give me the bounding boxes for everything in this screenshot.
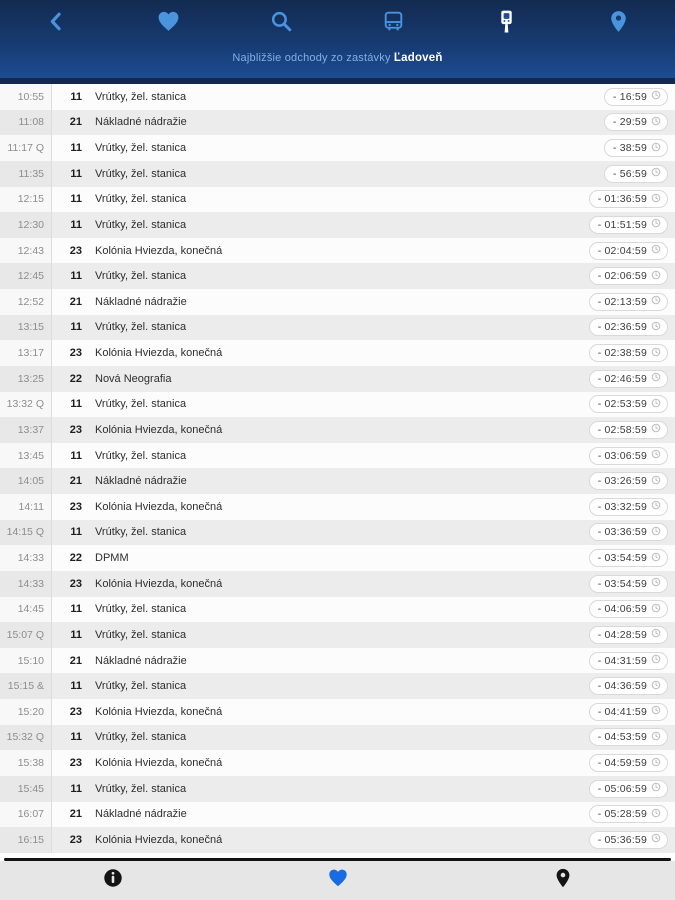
table-row[interactable] (0, 725, 675, 751)
line-number: 23 (69, 757, 82, 770)
chevron-left-icon (44, 9, 69, 39)
countdown-value: - 03:54:59 (597, 577, 647, 590)
countdown-value: - 04:59:59 (597, 757, 647, 770)
subtitle-prefix: Najbližšie odchody zo zastávky (232, 52, 394, 64)
clock-icon (651, 244, 661, 257)
departure-time: 14:33 (0, 571, 52, 597)
countdown-badge (589, 780, 668, 798)
countdown-badge (589, 626, 668, 644)
countdown-value: - 02:06:59 (597, 270, 647, 283)
destination: Nákladné nádražie (95, 654, 187, 667)
countdown-badge (589, 754, 668, 772)
countdown-badge (589, 498, 668, 516)
destination: Vrútky, žel. stanica (95, 526, 187, 539)
line-number: 23 (69, 500, 82, 513)
clock-icon (651, 577, 661, 590)
header-divider (0, 78, 675, 84)
countdown-badge (589, 216, 668, 234)
table-row[interactable] (0, 392, 675, 418)
countdown-badge (589, 600, 668, 618)
clock-icon (651, 142, 661, 155)
line-number: 11 (70, 782, 82, 795)
countdown-value: - 02:38:59 (597, 347, 647, 360)
departure-time: 15:15 & (0, 673, 52, 699)
destination: Nákladné nádražie (95, 475, 187, 488)
clock-icon (651, 628, 661, 641)
table-row[interactable] (0, 673, 675, 699)
heart-icon (156, 9, 181, 39)
line-number: 11 (70, 603, 82, 616)
departure-time: 15:45 (0, 776, 52, 802)
back-button[interactable] (0, 4, 113, 44)
countdown-value: - 03:26:59 (597, 475, 647, 488)
clock-icon (651, 372, 661, 385)
clock-icon (651, 193, 661, 206)
destination: Kolónia Hviezda, konečná (95, 577, 223, 590)
line-number: 23 (69, 833, 82, 846)
line-number: 11 (70, 270, 82, 283)
departure-time: 13:25 (0, 366, 52, 392)
table-row[interactable] (0, 827, 675, 853)
clock-icon (651, 500, 661, 513)
table-row[interactable] (0, 699, 675, 725)
departure-time: 15:32 Q (0, 725, 52, 751)
search-icon (269, 9, 294, 39)
table-row[interactable] (0, 520, 675, 546)
countdown-badge (589, 395, 668, 413)
stops-tab-active[interactable] (450, 4, 563, 44)
countdown-badge (589, 344, 668, 362)
line-number: 22 (69, 552, 82, 565)
destination: Vrútky, žel. stanica (95, 680, 187, 693)
map-button[interactable] (450, 867, 675, 894)
table-row[interactable] (0, 468, 675, 494)
departure-time: 16:07 (0, 802, 52, 828)
clock-icon (651, 295, 661, 308)
departure-time: 14:33 (0, 545, 52, 571)
departures-list (0, 84, 675, 855)
departure-time: 12:30 (0, 212, 52, 238)
destination: Vrútky, žel. stanica (95, 193, 187, 206)
table-row[interactable] (0, 776, 675, 802)
line-number: 11 (70, 526, 82, 539)
clock-icon (651, 321, 661, 334)
countdown-value: - 01:36:59 (597, 193, 647, 206)
destination: Vrútky, žel. stanica (95, 270, 187, 283)
line-number: 11 (70, 193, 82, 206)
clock-icon (651, 552, 661, 565)
destination: Vrútky, žel. stanica (95, 321, 187, 334)
table-row[interactable] (0, 802, 675, 828)
destination: Vrútky, žel. stanica (95, 142, 187, 155)
countdown-value: - 04:53:59 (597, 731, 647, 744)
table-row[interactable] (0, 443, 675, 469)
clock-icon (651, 654, 661, 667)
top-toolbar (0, 0, 675, 44)
table-row[interactable] (0, 110, 675, 136)
destination: Vrútky, žel. stanica (95, 90, 187, 103)
countdown-badge (589, 293, 668, 311)
info-button[interactable] (0, 867, 225, 894)
table-row[interactable] (0, 597, 675, 623)
destination: Nákladné nádražie (95, 808, 187, 821)
countdown-value: - 02:53:59 (597, 398, 647, 411)
search-tab[interactable] (225, 4, 338, 44)
departure-time: 15:07 Q (0, 622, 52, 648)
destination: Kolónia Hviezda, konečná (95, 244, 223, 257)
destination: Kolónia Hviezda, konečná (95, 705, 223, 718)
clock-icon (651, 526, 661, 539)
table-row[interactable] (0, 571, 675, 597)
departure-time: 15:10 (0, 648, 52, 674)
departure-time: 15:20 (0, 699, 52, 725)
destination: Kolónia Hviezda, konečná (95, 423, 223, 436)
table-row[interactable] (0, 494, 675, 520)
departure-time: 11:17 Q (0, 135, 52, 161)
line-number: 23 (69, 705, 82, 718)
destination: Kolónia Hviezda, konečná (95, 500, 223, 513)
countdown-badge (589, 677, 668, 695)
countdown-badge (589, 523, 668, 541)
header (0, 0, 675, 84)
location-pin-icon (606, 9, 631, 39)
countdown-value: - 02:58:59 (597, 423, 647, 436)
line-number: 11 (70, 449, 82, 462)
clock-icon (651, 808, 661, 821)
table-row[interactable] (0, 340, 675, 366)
countdown-value: - 05:06:59 (597, 782, 647, 795)
departure-time: 13:32 Q (0, 392, 52, 418)
table-row[interactable] (0, 84, 675, 110)
departure-time: 13:45 (0, 443, 52, 469)
departure-time: 13:17 (0, 340, 52, 366)
destination: DPMM (95, 552, 129, 565)
clock-icon (651, 833, 661, 846)
clock-icon (651, 705, 661, 718)
line-number: 11 (70, 90, 82, 103)
departure-time: 12:43 (0, 238, 52, 264)
departure-time: 16:15 (0, 827, 52, 853)
bottom-navigation (0, 861, 675, 900)
countdown-badge (589, 190, 668, 208)
departure-time: 11:08 (0, 110, 52, 136)
stop-name: Ľadoveň (393, 52, 443, 64)
destination: Nákladné nádražie (95, 116, 187, 129)
line-number: 11 (70, 167, 82, 180)
departure-time: 12:45 (0, 263, 52, 289)
bus-stop-icon (494, 9, 519, 39)
table-row[interactable] (0, 263, 675, 289)
departure-time: 11:35 (0, 161, 52, 187)
line-number: 23 (69, 347, 82, 360)
destination: Vrútky, žel. stanica (95, 782, 187, 795)
destination: Nová Neografia (95, 372, 172, 385)
countdown-badge (589, 267, 668, 285)
countdown-badge (604, 88, 668, 106)
countdown-value: - 04:41:59 (597, 705, 647, 718)
destination: Kolónia Hviezda, konečná (95, 833, 223, 846)
countdown-value: - 04:31:59 (597, 654, 647, 667)
table-row[interactable] (0, 417, 675, 443)
line-number: 11 (70, 731, 82, 744)
clock-icon (651, 116, 661, 129)
line-number: 11 (70, 218, 82, 231)
countdown-badge (589, 472, 668, 490)
countdown-badge (589, 370, 668, 388)
clock-icon (651, 757, 661, 770)
clock-icon (651, 680, 661, 693)
clock-icon (651, 270, 661, 283)
line-number: 23 (69, 577, 82, 590)
countdown-value: - 02:36:59 (597, 321, 647, 334)
clock-icon (651, 398, 661, 411)
departure-time: 14:05 (0, 468, 52, 494)
clock-icon (651, 449, 661, 462)
departure-time: 13:37 (0, 417, 52, 443)
countdown-value: - 05:28:59 (597, 808, 647, 821)
countdown-value: - 02:46:59 (597, 372, 647, 385)
line-number: 11 (70, 680, 82, 693)
countdown-badge (589, 652, 668, 670)
destination: Vrútky, žel. stanica (95, 731, 187, 744)
countdown-badge (589, 242, 668, 260)
countdown-badge (589, 447, 668, 465)
clock-icon (651, 167, 661, 180)
bus-icon (381, 9, 406, 39)
info-icon (102, 867, 124, 894)
countdown-value: - 05:36:59 (597, 833, 647, 846)
table-row[interactable] (0, 315, 675, 341)
countdown-value: - 29:59 (612, 116, 647, 129)
destination: Vrútky, žel. stanica (95, 167, 187, 180)
clock-icon (651, 90, 661, 103)
stop-subtitle (0, 52, 675, 64)
table-row[interactable] (0, 750, 675, 776)
line-number: 21 (69, 295, 82, 308)
countdown-value: - 38:59 (612, 142, 647, 155)
line-number: 23 (69, 423, 82, 436)
departure-time: 13:15 (0, 315, 52, 341)
countdown-value: - 02:13:59 (597, 295, 647, 308)
table-row[interactable] (0, 238, 675, 264)
countdown-value: - 01:51:59 (597, 218, 647, 231)
countdown-badge (589, 549, 668, 567)
table-row[interactable] (0, 212, 675, 238)
countdown-value: - 03:36:59 (597, 526, 647, 539)
clock-icon (651, 218, 661, 231)
destination: Vrútky, žel. stanica (95, 628, 187, 641)
countdown-badge (589, 421, 668, 439)
line-number: 11 (70, 628, 82, 641)
countdown-value: - 03:06:59 (597, 449, 647, 462)
table-row[interactable] (0, 187, 675, 213)
line-number: 23 (69, 244, 82, 257)
line-number: 22 (69, 372, 82, 385)
line-number: 11 (70, 398, 82, 411)
countdown-value: - 56:59 (612, 167, 647, 180)
departure-time: 14:15 Q (0, 520, 52, 546)
line-number: 21 (69, 116, 82, 129)
departure-time: 12:15 (0, 187, 52, 213)
clock-icon (651, 782, 661, 795)
destination: Kolónia Hviezda, konečná (95, 347, 223, 360)
line-number: 11 (70, 142, 82, 155)
countdown-badge (604, 113, 668, 131)
countdown-value: - 16:59 (612, 90, 647, 103)
destination: Vrútky, žel. stanica (95, 218, 187, 231)
countdown-badge (589, 703, 668, 721)
countdown-value: - 04:06:59 (597, 603, 647, 616)
table-row[interactable] (0, 366, 675, 392)
countdown-badge (589, 318, 668, 336)
destination: Vrútky, žel. stanica (95, 449, 187, 462)
countdown-value: - 04:28:59 (597, 628, 647, 641)
favorites-button-active[interactable] (225, 867, 450, 894)
countdown-badge (604, 139, 668, 157)
destination: Nákladné nádražie (95, 295, 187, 308)
map-tab[interactable] (563, 4, 675, 44)
countdown-value: - 02:04:59 (597, 244, 647, 257)
destination: Vrútky, žel. stanica (95, 398, 187, 411)
favorites-tab[interactable] (113, 4, 226, 44)
table-row[interactable] (0, 545, 675, 571)
line-number: 21 (69, 654, 82, 667)
table-row[interactable] (0, 622, 675, 648)
line-number: 11 (70, 321, 82, 334)
clock-icon (651, 423, 661, 436)
departure-time: 15:38 (0, 750, 52, 776)
countdown-value: - 04:36:59 (597, 680, 647, 693)
destination: Vrútky, žel. stanica (95, 603, 187, 616)
countdown-badge (589, 805, 668, 823)
countdown-badge (589, 831, 668, 849)
heart-icon (327, 867, 349, 894)
countdown-value: - 03:32:59 (597, 500, 647, 513)
table-row[interactable] (0, 289, 675, 315)
vehicles-tab[interactable] (338, 4, 451, 44)
countdown-badge (589, 575, 668, 593)
clock-icon (651, 347, 661, 360)
clock-icon (651, 603, 661, 616)
table-row[interactable] (0, 648, 675, 674)
clock-icon (651, 731, 661, 744)
countdown-badge (589, 728, 668, 746)
map-pin-icon (552, 867, 574, 894)
countdown-value: - 03:54:59 (597, 552, 647, 565)
departure-time: 10:55 (0, 84, 52, 110)
line-number: 21 (69, 808, 82, 821)
departure-time: 14:45 (0, 597, 52, 623)
clock-icon (651, 475, 661, 488)
destination: Kolónia Hviezda, konečná (95, 757, 223, 770)
table-row[interactable] (0, 135, 675, 161)
countdown-badge (604, 165, 668, 183)
departure-time: 14:11 (0, 494, 52, 520)
table-row[interactable] (0, 161, 675, 187)
departure-time: 12:52 (0, 289, 52, 315)
line-number: 21 (69, 475, 82, 488)
